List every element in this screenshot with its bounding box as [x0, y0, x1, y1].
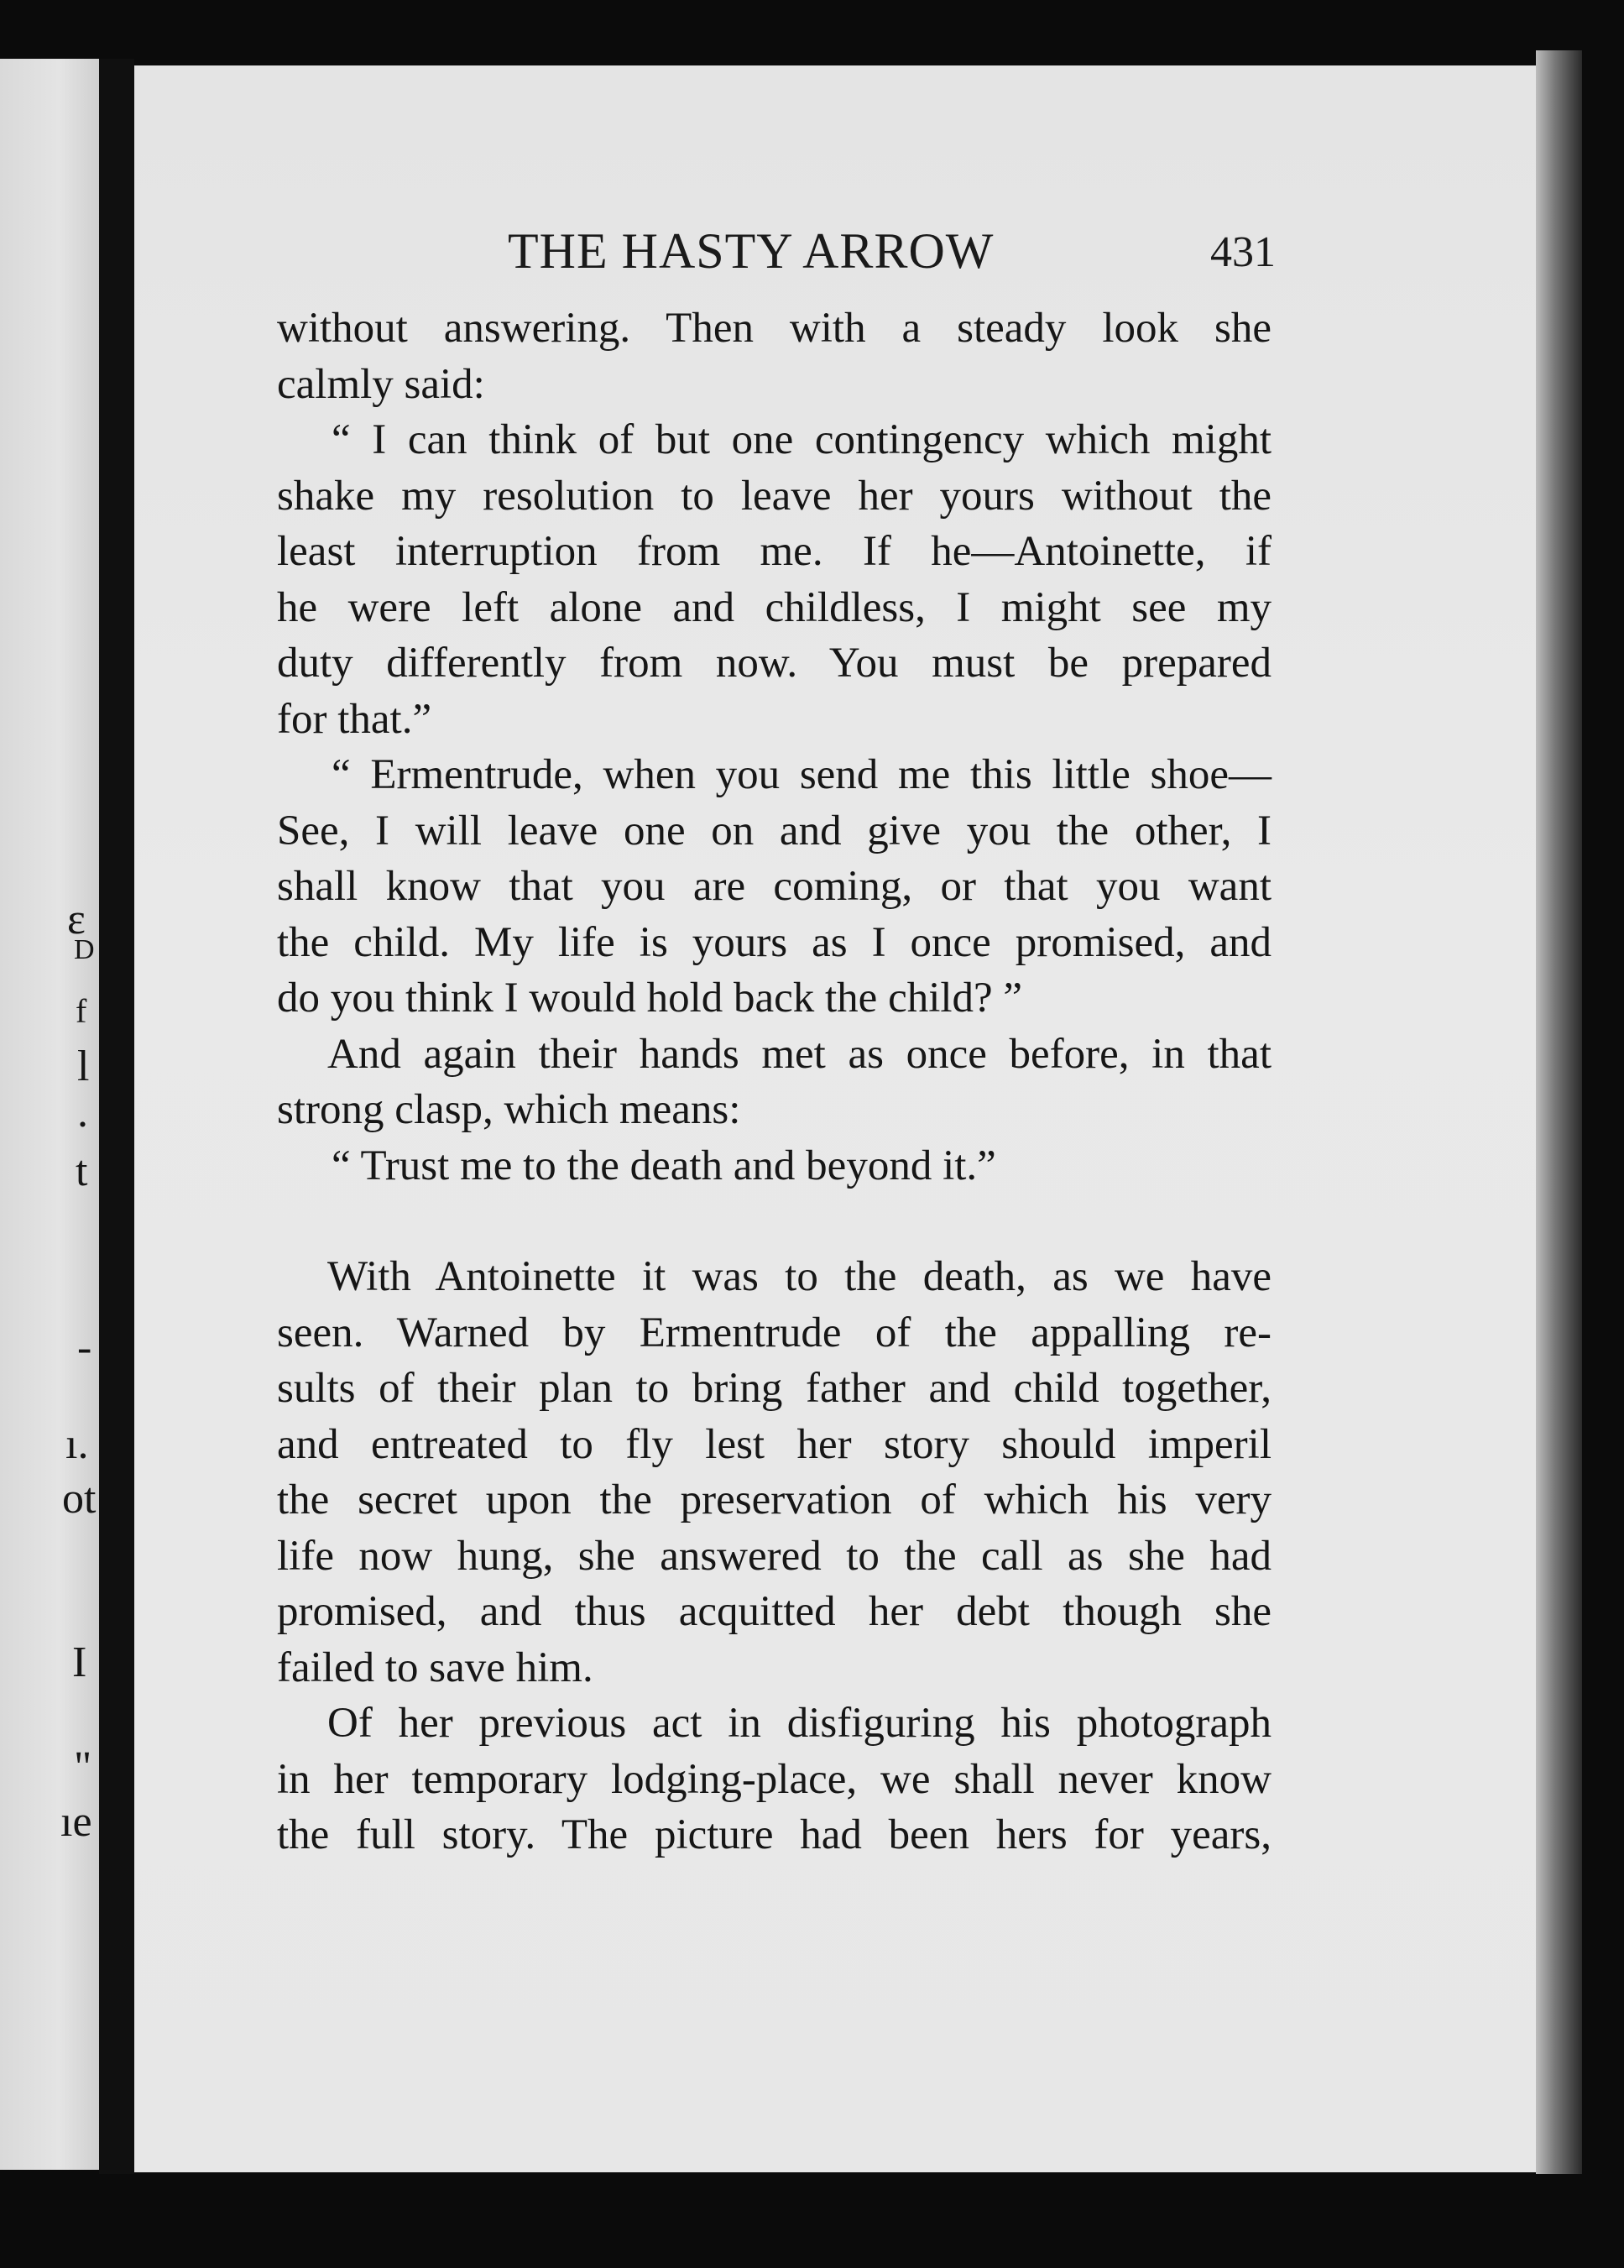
text-line: strong clasp, which means:: [277, 1086, 741, 1133]
text-line: calmly said:: [277, 360, 485, 408]
text-line: for that.”: [277, 695, 432, 743]
text-line: And again their hands met as once before, in that: [327, 1030, 1272, 1078]
prev-page-fragment: t: [76, 1147, 88, 1195]
text-line: See, I will leave one on and give you the other, I: [277, 807, 1272, 854]
text-line: shall know that you are coming, or that you want: [277, 863, 1272, 910]
text-line: With Antoinette it was to the death, as we have: [327, 1253, 1272, 1300]
prev-page-fragment: ": [74, 1743, 92, 1791]
text-line: life now hung, she answered to the call as she had: [277, 1532, 1272, 1580]
text-line: promised, and thus acquitted her debt though she: [277, 1588, 1272, 1635]
prev-page-fragment: ı.: [65, 1420, 89, 1468]
text-line: the full story. The picture had been hers for years,: [277, 1811, 1272, 1858]
body-text: [277, 300, 1272, 1863]
text-line: duty differently from now. You must be prepared: [277, 640, 1272, 687]
book-gutter: [99, 59, 134, 2174]
prev-page-fragment: ıe: [60, 1798, 92, 1846]
text-line: “ I can think of but one contingency which might: [332, 416, 1272, 463]
text-line: he were left alone and childless, I might see my: [277, 583, 1272, 631]
text-line: “ Trust me to the death and beyond it.”: [332, 1142, 996, 1189]
text-line: and entreated to fly lest her story should imperil: [277, 1420, 1272, 1468]
prev-page-fragment: ε: [67, 896, 86, 943]
text-line: do you think I would hold back the child? ”: [277, 975, 1023, 1022]
prev-page-fragment: l: [77, 1043, 90, 1090]
text-line: the child. My life is yours as I once promised, and: [277, 918, 1272, 966]
page-number: 431: [1210, 228, 1276, 276]
prev-page-fragment: .: [77, 1089, 88, 1137]
text-line: least interruption from me. If he—Antoinette, if: [277, 528, 1272, 575]
page-right-edge: [1536, 50, 1582, 2174]
prev-page-fragment: -: [77, 1324, 92, 1372]
prev-page-fragment: ot: [62, 1475, 97, 1523]
text-line: shake my resolution to leave her yours without the: [277, 472, 1272, 520]
previous-page-edge: [0, 59, 99, 2170]
prev-page-fragment: f: [76, 992, 87, 1030]
text-line: sults of their plan to bring father and child together,: [277, 1365, 1272, 1412]
text-line: in her temporary lodging-place, we shall never know: [277, 1755, 1272, 1803]
prev-page-fragment: D: [74, 934, 95, 965]
text-line: failed to save him.: [277, 1644, 593, 1691]
section-break: [277, 1194, 1272, 1249]
text-line: “ Ermentrude, when you send me this little shoe—: [332, 751, 1272, 798]
running-title: THE HASTY ARROW: [508, 223, 995, 279]
text-line: without answering. Then with a steady look she: [277, 305, 1272, 352]
prev-page-fragment: I: [72, 1638, 87, 1686]
text-line: the secret upon the preservation of which his very: [277, 1476, 1272, 1523]
text-line: Of her previous act in disfiguring his photograph: [327, 1700, 1272, 1747]
text-line: seen. Warned by Ermentrude of the appalling re-: [277, 1309, 1272, 1356]
page-header: [277, 222, 1276, 290]
